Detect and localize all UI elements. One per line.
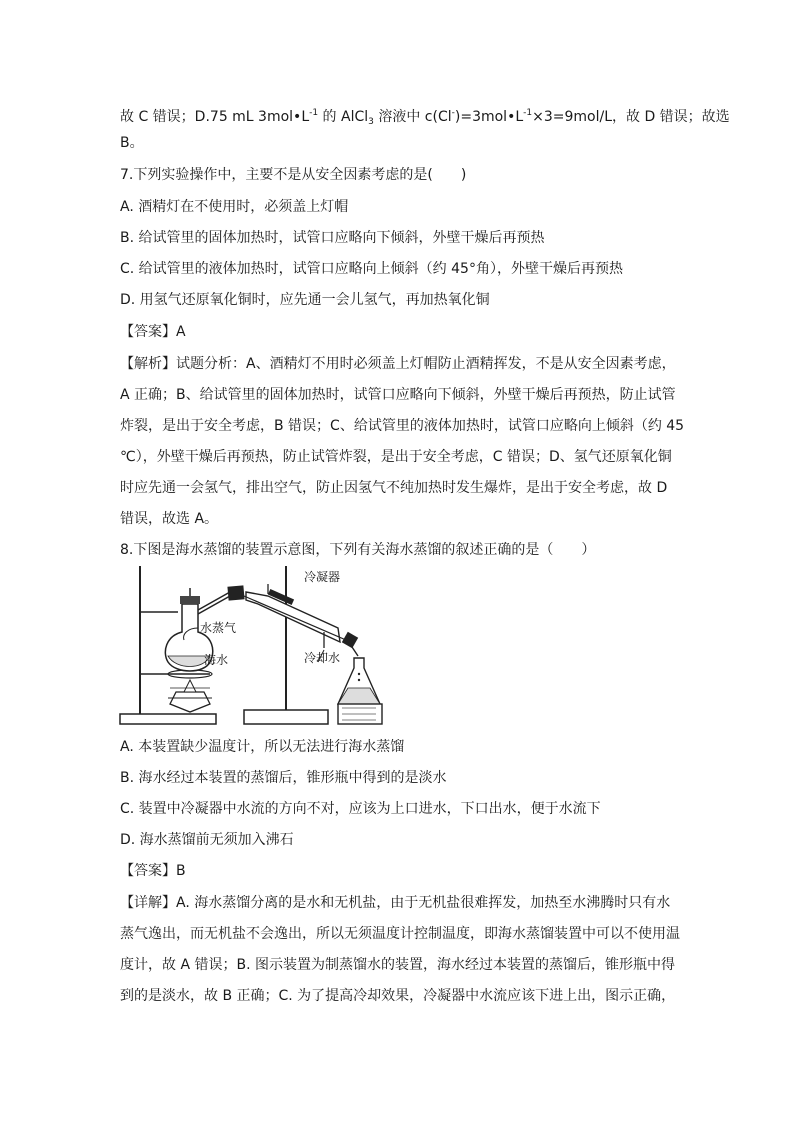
q7-analysis-line: ℃），外壁干燥后再预热，防止试管炸裂，是出于安全考虑，C 错误；D、氢气还原氧化铜 xyxy=(120,449,672,465)
q7-option-a: A. 酒精灯在不使用时，必须盖上灯帽 xyxy=(120,199,349,215)
droplet xyxy=(358,679,360,681)
prev-answer-line xyxy=(120,103,730,132)
q7-answer: 【答案】A xyxy=(120,324,186,340)
stand-base-center xyxy=(244,710,328,724)
adapter-tube xyxy=(350,644,358,656)
stand-base-left xyxy=(120,714,216,724)
label-condenser: 冷凝器 xyxy=(304,570,341,584)
q8-analysis-line: 【详解】A. 海水蒸馏分离的是水和无机盐，由于无机盐很难挥发，加热至水沸腾时只有水 xyxy=(120,895,671,911)
q8-option-a: A. 本装置缺少温度计，所以无法进行海水蒸馏 xyxy=(120,739,405,755)
q7-option-d: D. 用氢气还原氧化铜时，应先通一会儿氢气，再加热氧化铜 xyxy=(120,292,490,308)
superscript: -1 xyxy=(523,108,533,118)
text-run: ×3=9mol/L，故 D 错误；故选 xyxy=(532,109,730,125)
label-seawater: 海水 xyxy=(204,653,229,667)
superscript: -1 xyxy=(309,108,319,118)
q8-option-b: B. 海水经过本装置的蒸馏后，锥形瓶中得到的是淡水 xyxy=(120,770,447,786)
q7-option-b: B. 给试管里的固体加热时，试管口应略向下倾斜，外壁干燥后再预热 xyxy=(120,230,545,246)
q7-stem: 7.下列实验操作中，主要不是从安全因素考虑的是( ) xyxy=(120,167,467,183)
alcohol-lamp xyxy=(170,692,210,712)
droplet xyxy=(358,673,360,675)
side-arm-inner xyxy=(198,596,230,614)
q8-analysis-line: 到的是淡水，故 B 正确；C. 为了提高冷却效果，冷凝器中水流应该下进上出，图示正确， xyxy=(120,988,676,1004)
label-cooling-water: 冷却水 xyxy=(304,651,341,665)
q7-analysis-line: 错误，故选 A。 xyxy=(120,511,219,527)
text-run: 的 AlCl xyxy=(318,109,369,125)
q7-analysis-line: A 正确；B、给试管里的固体加热时，试管口应略向下倾斜，外壁干燥后再预热，防止试管 xyxy=(120,387,676,403)
superscript: - xyxy=(451,108,455,118)
distillation-apparatus-diagram xyxy=(118,562,458,730)
label-steam: 水蒸气 xyxy=(200,621,237,635)
condenser-inner-tube xyxy=(244,596,346,640)
q7-analysis-line: 【解析】试题分析：A、酒精灯不用时必须盖上灯帽防止酒精挥发，不是从安全因素考虑， xyxy=(120,356,676,372)
q7-option-c: C. 给试管里的液体加热时，试管口应略向上倾斜（约 45°角），外壁干燥后再预热 xyxy=(120,261,623,277)
flame xyxy=(184,680,196,692)
text-run: 故 C 错误；D.75 mL 3mol•L xyxy=(120,109,310,125)
side-arm xyxy=(198,592,230,610)
rubber-connector xyxy=(227,585,244,600)
q8-option-d: D. 海水蒸馏前无须加入沸石 xyxy=(120,832,294,848)
adapter-connector xyxy=(342,632,358,648)
q8-analysis-line: 蒸气逸出，而无机盐不会逸出，所以无须温度计控制温度，即海水蒸馏装置中可以不使用温 xyxy=(120,926,680,942)
text-run: )=3mol•L xyxy=(454,109,524,125)
q7-analysis-line: 时应先通一会氢气，排出空气，防止因氢气不纯加热时发生爆炸，是出于安全考虑，故 D xyxy=(120,480,668,496)
subscript: 3 xyxy=(368,117,374,127)
q8-stem: 8.下图是海水蒸馏的装置示意图，下列有关海水蒸馏的叙述正确的是（ ） xyxy=(120,542,596,558)
text-run: 溶液中 c(Cl xyxy=(373,109,452,125)
q7-analysis-line: 炸裂，是出于安全考虑，B 错误；C、给试管里的液体加热时，试管口应略向上倾斜（约 45 xyxy=(120,418,685,434)
prev-answer-end: B。 xyxy=(120,135,144,151)
flask-stopper xyxy=(180,596,200,604)
q8-answer: 【答案】B xyxy=(120,863,186,879)
q8-analysis-line: 度计，故 A 错误；B. 图示装置为制蒸馏水的装置，海水经过本装置的蒸馏后，锥形瓶中得 xyxy=(120,957,675,973)
q8-option-c: C. 装置中冷凝器中水流的方向不对，应该为上口进水，下口出水，便于水流下 xyxy=(120,801,601,817)
